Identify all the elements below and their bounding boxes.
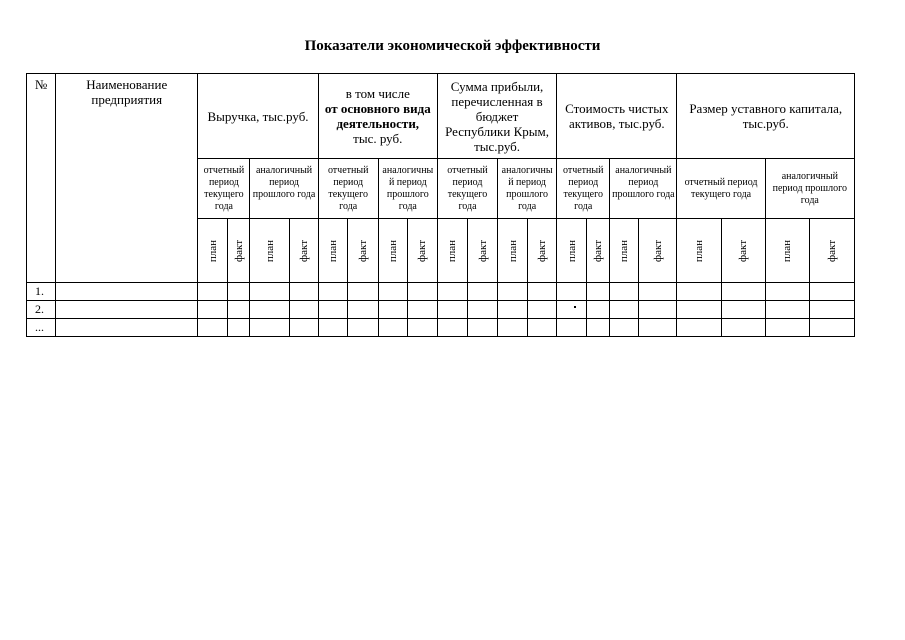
plan-header [677, 219, 721, 283]
subheader-assets-similar: аналогичный период прошлого года [610, 159, 677, 219]
scan-speck [574, 306, 576, 308]
fact-header [528, 219, 557, 283]
subheader-revenue-similar: аналогичный период прошлого года [250, 159, 318, 219]
data-cell[interactable] [407, 319, 437, 337]
data-cell[interactable] [228, 301, 250, 319]
page-title: Показатели экономической эффективности [304, 38, 601, 54]
fact-label: факт [356, 239, 369, 262]
data-cell[interactable] [437, 319, 467, 337]
data-cell[interactable] [528, 301, 557, 319]
data-cell[interactable] [228, 283, 250, 301]
data-cell[interactable] [677, 301, 721, 319]
fact-header [347, 219, 378, 283]
plan-label: план [565, 239, 578, 262]
data-cell[interactable] [587, 301, 610, 319]
data-cell[interactable] [289, 283, 318, 301]
data-cell[interactable] [528, 283, 557, 301]
plan-header [318, 219, 347, 283]
header-main-activity-line3: тыс. руб. [353, 131, 403, 146]
table-row [27, 301, 855, 319]
plan-label: план [326, 239, 339, 262]
data-cell[interactable] [639, 319, 677, 337]
table-row [27, 283, 855, 301]
header-main-activity-line2: от основного вида деятельности, [324, 101, 431, 131]
data-cell[interactable] [677, 319, 721, 337]
fact-label: факт [825, 239, 838, 262]
plan-label: план [446, 239, 459, 262]
header-revenue: Выручка, тыс.руб. [198, 74, 318, 159]
header-net-assets: Стоимость чистых активов, тыс.руб. [557, 74, 677, 159]
plan-header [198, 219, 228, 283]
subheader-activity-reporting: отчетный период текущего года [318, 159, 378, 219]
data-cell[interactable] [437, 283, 467, 301]
data-cell[interactable] [198, 301, 228, 319]
fact-header [587, 219, 610, 283]
data-cell[interactable] [610, 283, 639, 301]
data-cell[interactable] [557, 319, 587, 337]
header-charter-capital: Размер уставного капитала, тыс.руб. [677, 74, 855, 159]
fact-header [467, 219, 497, 283]
fact-header [289, 219, 318, 283]
plan-header [250, 219, 289, 283]
row-number: ... [27, 319, 56, 337]
data-cell[interactable] [378, 319, 407, 337]
fact-label: факт [592, 239, 605, 262]
plan-label: план [781, 239, 794, 262]
fact-label: факт [651, 239, 664, 262]
header-profit-sum: Сумма прибыли, перечисленная в бюджет Республики Крым, тыс.руб. [437, 74, 556, 159]
plan-header [557, 219, 587, 283]
data-cell[interactable] [765, 319, 809, 337]
data-cell[interactable] [721, 319, 765, 337]
subheader-profit-reporting: отчетный период текущего года [437, 159, 497, 219]
fact-header [809, 219, 854, 283]
data-cell[interactable] [610, 319, 639, 337]
subheader-activity-similar: аналогичны й период прошлого года [378, 159, 437, 219]
data-cell[interactable] [809, 319, 854, 337]
data-cell[interactable] [610, 301, 639, 319]
fact-header [228, 219, 250, 283]
plan-label: план [206, 239, 219, 262]
plan-header [437, 219, 467, 283]
data-cell[interactable] [809, 283, 854, 301]
row-number: 2. [27, 301, 56, 319]
data-cell[interactable] [557, 283, 587, 301]
plan-label: план [263, 239, 276, 262]
subheader-revenue-reporting: отчетный период текущего года [198, 159, 250, 219]
data-cell[interactable] [407, 301, 437, 319]
data-cell[interactable] [347, 283, 378, 301]
subheader-capital-reporting: отчетный период текущего года [677, 159, 765, 219]
plan-label: план [506, 239, 519, 262]
data-cell[interactable] [378, 301, 407, 319]
fact-label: факт [536, 239, 549, 262]
subheader-profit-similar: аналогичны й период прошлого года [498, 159, 557, 219]
data-cell[interactable] [639, 283, 677, 301]
data-cell[interactable] [289, 319, 318, 337]
fact-label: факт [232, 239, 245, 262]
enterprise-name-cell[interactable] [56, 301, 198, 319]
plan-header [498, 219, 528, 283]
data-cell[interactable] [721, 283, 765, 301]
data-cell[interactable] [498, 319, 528, 337]
data-cell[interactable] [198, 283, 228, 301]
data-cell[interactable] [587, 283, 610, 301]
fact-header [721, 219, 765, 283]
plan-header [378, 219, 407, 283]
plan-label: план [618, 239, 631, 262]
data-cell[interactable] [250, 301, 289, 319]
data-cell[interactable] [467, 283, 497, 301]
data-cell[interactable] [528, 319, 557, 337]
data-cell[interactable] [318, 319, 347, 337]
data-cell[interactable] [228, 319, 250, 337]
fact-label: факт [476, 239, 489, 262]
data-cell[interactable] [198, 319, 228, 337]
subheader-capital-similar: аналогичный период прошлого года [765, 159, 854, 219]
table-row [27, 319, 855, 337]
fact-label: факт [297, 239, 310, 262]
data-cell[interactable] [250, 283, 289, 301]
data-cell[interactable] [498, 283, 528, 301]
data-cell[interactable] [250, 319, 289, 337]
fact-header [407, 219, 437, 283]
data-cell[interactable] [639, 301, 677, 319]
data-cell[interactable] [347, 301, 378, 319]
data-cell[interactable] [467, 319, 497, 337]
header-main-activity [318, 74, 437, 159]
subheader-assets-reporting: отчетный период текущего года [557, 159, 610, 219]
header-main-activity-line1: в том числе [345, 86, 410, 101]
data-cell[interactable] [765, 283, 809, 301]
data-cell[interactable] [721, 301, 765, 319]
data-cell[interactable] [318, 301, 347, 319]
data-cell[interactable] [289, 301, 318, 319]
fact-label: факт [737, 239, 750, 262]
data-cell[interactable] [378, 283, 407, 301]
data-cell[interactable] [677, 283, 721, 301]
data-cell[interactable] [407, 283, 437, 301]
plan-header [765, 219, 809, 283]
row-number: 1. [27, 283, 56, 301]
data-cell[interactable] [437, 301, 467, 319]
header-number: № [27, 74, 56, 283]
data-cell[interactable] [557, 301, 587, 319]
data-cell[interactable] [498, 301, 528, 319]
data-cell[interactable] [587, 319, 610, 337]
plan-header [610, 219, 639, 283]
fact-label: факт [416, 239, 429, 262]
enterprise-name-cell[interactable] [56, 319, 198, 337]
data-cell[interactable] [467, 301, 497, 319]
data-cell[interactable] [809, 301, 854, 319]
data-cell[interactable] [765, 301, 809, 319]
efficiency-table [26, 73, 855, 337]
data-cell[interactable] [347, 319, 378, 337]
plan-label: план [386, 239, 399, 262]
fact-header [639, 219, 677, 283]
data-cell[interactable] [318, 283, 347, 301]
header-enterprise-name: Наименование предприятия [56, 74, 198, 283]
plan-label: план [693, 239, 705, 262]
enterprise-name-cell[interactable] [56, 283, 198, 301]
